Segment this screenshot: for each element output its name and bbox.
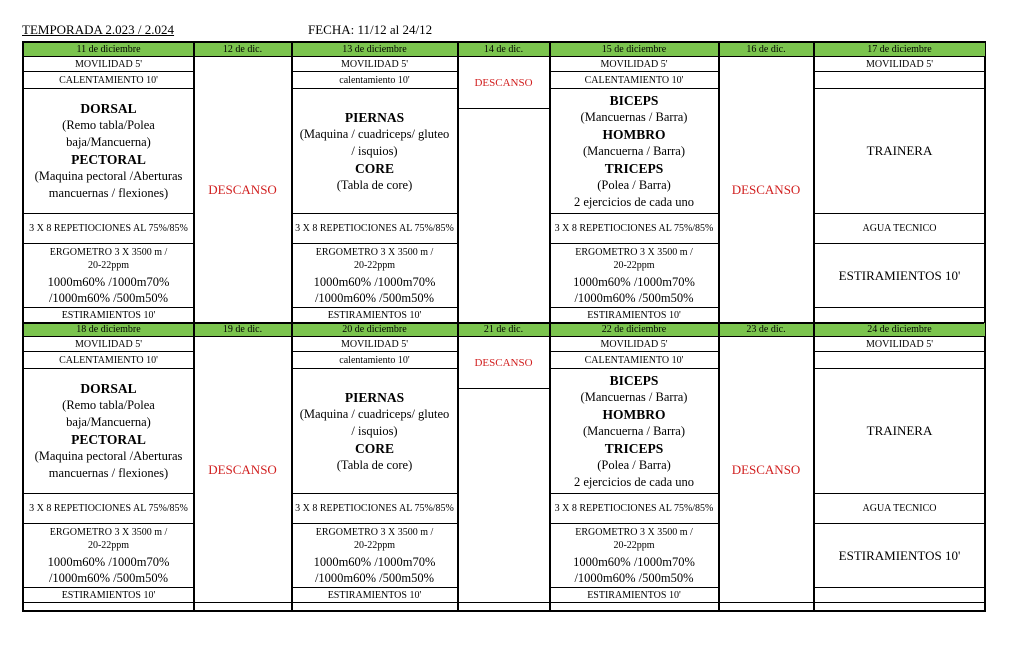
ergo-line-4: /1000m60% /500m50% [48, 570, 169, 585]
ergo-line-2: 20-22ppm [613, 539, 655, 551]
column-divider [549, 43, 551, 610]
exercise-title-core: CORE [354, 440, 394, 456]
exercise-title-pectoral: PECTORAL [71, 152, 146, 167]
ergo-line-2: 20-22ppm [353, 539, 396, 551]
stretch-cell: ESTIRAMIENTOS 10' [292, 588, 458, 603]
exercise-desc: (Mancuernas / Barra) [580, 109, 688, 124]
exercise-title-dorsal: DORSAL [80, 101, 137, 116]
exercise-title-hombro: HOMBRO [602, 406, 666, 422]
ergo-line-3: 1000m60% /1000m70% [573, 274, 695, 289]
day-header: 17 de diciembre [814, 43, 986, 57]
exercise-desc: mancuernas / flexiones) [48, 466, 169, 480]
day-header: 24 de diciembre [814, 323, 986, 337]
day-header: 20 de diciembre [292, 323, 458, 337]
week-divider [24, 322, 984, 324]
ergo-line-3: 1000m60% /1000m70% [313, 274, 436, 289]
stretch-cell: ESTIRAMIENTOS 10' [550, 308, 719, 323]
mobility-cell: MOVILIDAD 5' [550, 57, 719, 72]
exercise-desc: (Tabla de core) [336, 177, 413, 192]
trainera-cell: TRAINERA [814, 369, 986, 494]
ergo-line-4: /1000m60% /500m50% [314, 290, 435, 305]
exercise-title-hombro: HOMBRO [602, 126, 666, 142]
exercise-desc: / isquios) [351, 423, 398, 438]
exercise-title-biceps: BICEPS [609, 92, 659, 108]
exercise-desc: mancuernas / flexiones) [48, 186, 169, 200]
ergo-line-3: 1000m60% /1000m70% [313, 554, 436, 569]
stretch-cell: ESTIRAMIENTOS 10' [24, 588, 194, 603]
reps-cell: 3 X 8 REPETIOCIONES AL 75%/85% [292, 494, 458, 524]
ergo-line-2: 20-22ppm [87, 259, 130, 271]
reps-cell: 3 X 8 REPETIOCIONES AL 75%/85% [550, 494, 719, 524]
ergo-line-1: ERGOMETRO 3 X 3500 m / [315, 526, 434, 538]
ergometer-block [550, 524, 719, 588]
ergo-line-2: 20-22ppm [353, 259, 396, 271]
ergometer-block [292, 244, 458, 308]
sunday-spacer [814, 588, 986, 603]
column-divider [457, 43, 459, 610]
mobility-cell: MOVILIDAD 5' [550, 337, 719, 352]
exercise-desc: (Maquina pectoral /Aberturas [34, 169, 183, 183]
ergo-line-3: 1000m60% /1000m70% [47, 554, 170, 569]
sunday-spacer [814, 72, 986, 89]
rest-day: DESCANSO [719, 337, 814, 603]
ergo-line-4: /1000m60% /500m50% [574, 290, 694, 305]
day-header: 12 de dic. [194, 43, 292, 57]
exercise-desc: (Maquina / cuadriceps/ gluteo [299, 406, 450, 421]
ergo-line-1: ERGOMETRO 3 X 3500 m / [315, 246, 434, 258]
reps-cell: 3 X 8 REPETIOCIONES AL 75%/85% [24, 494, 194, 524]
agua-tecnico-cell: AGUA TECNICO [814, 494, 986, 524]
mobility-cell: MOVILIDAD 5' [292, 337, 458, 352]
exercise-desc: (Mancuerna / Barra) [582, 143, 686, 158]
exercise-title-triceps: TRICEPS [604, 160, 664, 176]
exercise-title-core: CORE [354, 160, 394, 176]
training-schedule-grid [22, 41, 986, 612]
reps-cell: 3 X 8 REPETIOCIONES AL 75%/85% [550, 214, 719, 244]
sunday-spacer [814, 308, 986, 323]
exercise-desc: 2 ejercicios de cada uno [573, 474, 695, 489]
exercise-desc: (Tabla de core) [336, 457, 413, 472]
day-header: 14 de dic. [458, 43, 550, 57]
stretch-cell: ESTIRAMIENTOS 10' [292, 308, 458, 323]
ergo-line-3: 1000m60% /1000m70% [573, 554, 695, 569]
mobility-cell: MOVILIDAD 5' [24, 57, 194, 72]
column-divider [718, 43, 720, 610]
mobility-cell: MOVILIDAD 5' [292, 57, 458, 72]
day-header: 19 de dic. [194, 323, 292, 337]
ergo-line-1: ERGOMETRO 3 X 3500 m / [575, 526, 693, 538]
stretch-cell: ESTIRAMIENTOS 10' [24, 308, 194, 323]
agua-tecnico-cell: AGUA TECNICO [814, 214, 986, 244]
exercise-title-dorsal: DORSAL [80, 381, 137, 396]
day-header: 11 de diciembre [24, 43, 194, 57]
exercise-desc: (Mancuernas / Barra) [580, 389, 688, 404]
exercise-desc: (Polea / Barra) [597, 457, 671, 472]
ergo-line-4: /1000m60% /500m50% [48, 290, 169, 305]
exercise-desc: (Mancuerna / Barra) [582, 423, 686, 438]
day-header: 23 de dic. [719, 323, 814, 337]
day-header: 13 de diciembre [292, 43, 458, 57]
strength-block [550, 369, 719, 494]
exercise-desc: (Polea / Barra) [597, 177, 671, 192]
stretch-cell: ESTIRAMIENTOS 10' [550, 588, 719, 603]
stretch-big-cell: ESTIRAMIENTOS 10' [814, 524, 986, 588]
exercise-desc: / isquios) [351, 143, 398, 158]
exercise-desc: (Remo tabla/Polea [62, 398, 155, 412]
ergo-line-1: ERGOMETRO 3 X 3500 m / [49, 246, 168, 258]
strength-block [24, 369, 194, 494]
ergo-line-2: 20-22ppm [613, 259, 655, 271]
reps-cell: 3 X 8 REPETIOCIONES AL 75%/85% [292, 214, 458, 244]
column-divider [291, 43, 293, 610]
mobility-cell: MOVILIDAD 5' [814, 57, 986, 72]
rest-day: DESCANSO [458, 57, 550, 109]
exercise-desc: baja/Mancuerna) [66, 415, 151, 429]
ergometer-block [292, 524, 458, 588]
stretch-big-cell: ESTIRAMIENTOS 10' [814, 244, 986, 308]
exercise-desc: 2 ejercicios de cada uno [573, 194, 695, 209]
warmup-cell: CALENTAMIENTO 10' [24, 352, 194, 369]
rest-day: DESCANSO [719, 57, 814, 323]
strength-block [292, 89, 458, 214]
reps-cell: 3 X 8 REPETIOCIONES AL 75%/85% [24, 214, 194, 244]
mobility-cell: MOVILIDAD 5' [24, 337, 194, 352]
column-divider [813, 43, 815, 610]
day-header: 22 de diciembre [550, 323, 719, 337]
ergometer-block [24, 524, 194, 588]
date-range: FECHA: 11/12 al 24/12 [308, 22, 433, 37]
trainera-cell: TRAINERA [814, 89, 986, 214]
exercise-desc: (Maquina pectoral /Aberturas [34, 449, 183, 463]
exercise-desc: (Maquina / cuadriceps/ gluteo [299, 126, 450, 141]
strength-block [550, 89, 719, 214]
exercise-title-piernas: PIERNAS [344, 109, 405, 125]
ergometer-block [550, 244, 719, 308]
day-header: 21 de dic. [458, 323, 550, 337]
exercise-title-pectoral: PECTORAL [71, 432, 146, 447]
exercise-title-triceps: TRICEPS [604, 440, 664, 456]
rest-day: DESCANSO [194, 337, 292, 603]
season-title: TEMPORADA 2.023 / 2.024 [22, 22, 175, 37]
ergo-line-2: 20-22ppm [87, 539, 130, 551]
ergometer-block [24, 244, 194, 308]
warmup-cell: CALENTAMIENTO 10' [550, 72, 719, 89]
warmup-cell: CALENTAMIENTO 10' [24, 72, 194, 89]
sunday-spacer [814, 352, 986, 369]
exercise-title-piernas: PIERNAS [344, 389, 405, 405]
mobility-cell: MOVILIDAD 5' [814, 337, 986, 352]
ergo-line-1: ERGOMETRO 3 X 3500 m / [575, 246, 693, 258]
exercise-title-biceps: BICEPS [609, 372, 659, 388]
column-divider [193, 43, 195, 610]
ergo-line-4: /1000m60% /500m50% [574, 570, 694, 585]
ergo-line-3: 1000m60% /1000m70% [47, 274, 170, 289]
warmup-cell: CALENTAMIENTO 10' [550, 352, 719, 369]
strength-block [292, 369, 458, 494]
day-header: 16 de dic. [719, 43, 814, 57]
exercise-desc: baja/Mancuerna) [66, 135, 151, 149]
strength-block [24, 89, 194, 214]
ergo-line-1: ERGOMETRO 3 X 3500 m / [49, 526, 168, 538]
warmup-cell: calentamiento 10' [292, 352, 458, 369]
day-header: 18 de diciembre [24, 323, 194, 337]
warmup-cell: calentamiento 10' [292, 72, 458, 89]
day-header: 15 de diciembre [550, 43, 719, 57]
rest-day: DESCANSO [458, 337, 550, 389]
rest-day: DESCANSO [194, 57, 292, 323]
exercise-desc: (Remo tabla/Polea [62, 118, 155, 132]
ergo-line-4: /1000m60% /500m50% [314, 570, 435, 585]
